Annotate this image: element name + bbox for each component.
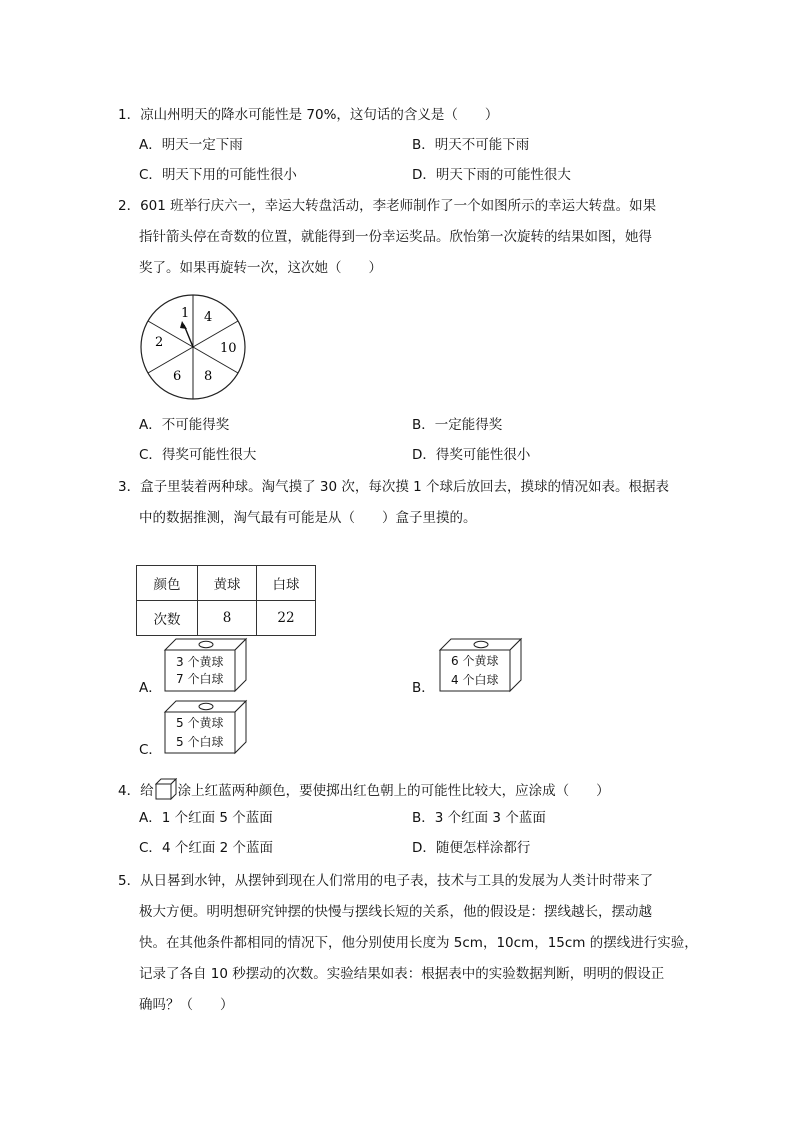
q4-option-b[interactable]: B．3 个红面 3 个蓝面 [412, 810, 546, 826]
q3-stem-line2: 中的数据推测，淘气最有可能是从（ ）盒子里摸的。 [139, 510, 477, 526]
q2-option-d[interactable]: D．得奖可能性很小 [412, 447, 531, 463]
box-c-line2: 5 个白球 [176, 735, 224, 749]
q4-option-d[interactable]: D．随便怎样涂都行 [412, 840, 531, 856]
q5-stem-line1: 5．从日晷到水钟，从摆钟到现在人们常用的电子表，技术与工具的发展为人类计时带来了 [118, 873, 654, 889]
q3-option-c-letter[interactable]: C． [139, 742, 162, 758]
box-c-line1: 5 个黄球 [176, 716, 224, 730]
q3-stem-line1: 3．盒子里装着两种球。淘气摸了 30 次，每次摸 1 个球后放回去，摸球的情况如表。根据表 [118, 479, 670, 495]
q4-option-c[interactable]: C．4 个红面 2 个蓝面 [139, 840, 273, 856]
wheel-number: 6 [173, 369, 182, 384]
wheel-number: 2 [155, 335, 164, 350]
ball-count-table [136, 565, 316, 636]
box-a-line1: 3 个黄球 [176, 655, 224, 669]
q3-option-a-letter[interactable]: A． [139, 680, 162, 696]
q2-option-b[interactable]: B．一定能得奖 [412, 417, 503, 433]
box-b-line1: 6 个黄球 [451, 654, 499, 668]
q2-stem-line3: 奖了。如果再旋转一次，这次她（ ） [139, 260, 382, 276]
q2-option-a[interactable]: A．不可能得奖 [139, 417, 230, 433]
table-row [137, 601, 316, 636]
q5-stem-line5: 确吗？（ ） [139, 997, 234, 1013]
wheel-number: 8 [204, 369, 213, 384]
table-cell: 22 [257, 601, 316, 636]
q5-number: 5． [118, 873, 141, 889]
wheel-number: 10 [220, 341, 237, 356]
q1-option-d[interactable]: D．明天下雨的可能性很大 [412, 167, 571, 183]
q3-option-b-letter[interactable]: B． [412, 680, 435, 696]
table-cell: 8 [198, 601, 257, 636]
box-a-line2: 7 个白球 [176, 672, 224, 686]
q1-option-b[interactable]: B．明天不可能下雨 [412, 137, 530, 153]
wheel-number: 4 [204, 310, 213, 325]
q3-number: 3． [118, 479, 141, 495]
table-header-cell: 黄球 [198, 566, 257, 601]
q1-option-a[interactable]: A．明天一定下雨 [139, 137, 243, 153]
q2-stem-line2: 指针箭头停在奇数的位置，就能得到一份幸运奖品。欣怡第一次旋转的结果如图，她得 [139, 229, 652, 245]
q1-number: 1． [118, 107, 141, 123]
cube-icon [155, 778, 177, 800]
q4-option-a[interactable]: A．1 个红面 5 个蓝面 [139, 810, 273, 826]
wheel-number: 1 [181, 306, 190, 321]
table-row [137, 566, 316, 601]
q2-option-c[interactable]: C．得奖可能性很大 [139, 447, 257, 463]
q5-stem-line2: 极大方便。明明想研究钟摆的快慢与摆线长短的关系，他的假设是：摆线越长，摆动越 [139, 904, 652, 920]
lucky-wheel [138, 292, 248, 402]
table-cell: 次数 [137, 601, 198, 636]
table-header-cell: 白球 [257, 566, 316, 601]
q1-option-c[interactable]: C．明天下用的可能性很小 [139, 167, 297, 183]
q2-stem-line1: 2．601 班举行庆六一，幸运大转盘活动，李老师制作了一个如图所示的幸运大转盘。如果 [118, 198, 657, 214]
q2-number: 2． [118, 198, 141, 214]
q1-stem [118, 105, 498, 125]
q1-text: 凉山州明天的降水可能性是 70%，这句话的含义是（ ） [140, 107, 499, 123]
q5-stem-line3: 快。在其他条件都相同的情况下，他分别使用长度为 5cm，10cm，15cm 的摆线进行实验， [139, 935, 698, 951]
q4-stem: 4．给 涂上红蓝两种颜色，要使掷出红色朝上的可能性比较大，应涂成（ ） [118, 778, 610, 801]
q4-number: 4． [118, 783, 141, 799]
table-header-cell: 颜色 [137, 566, 198, 601]
q5-stem-line4: 记录了各自 10 秒摆动的次数。实验结果如表：根据表中的实验数据判断，明明的假设正 [139, 966, 665, 982]
box-b-line2: 4 个白球 [451, 673, 499, 687]
